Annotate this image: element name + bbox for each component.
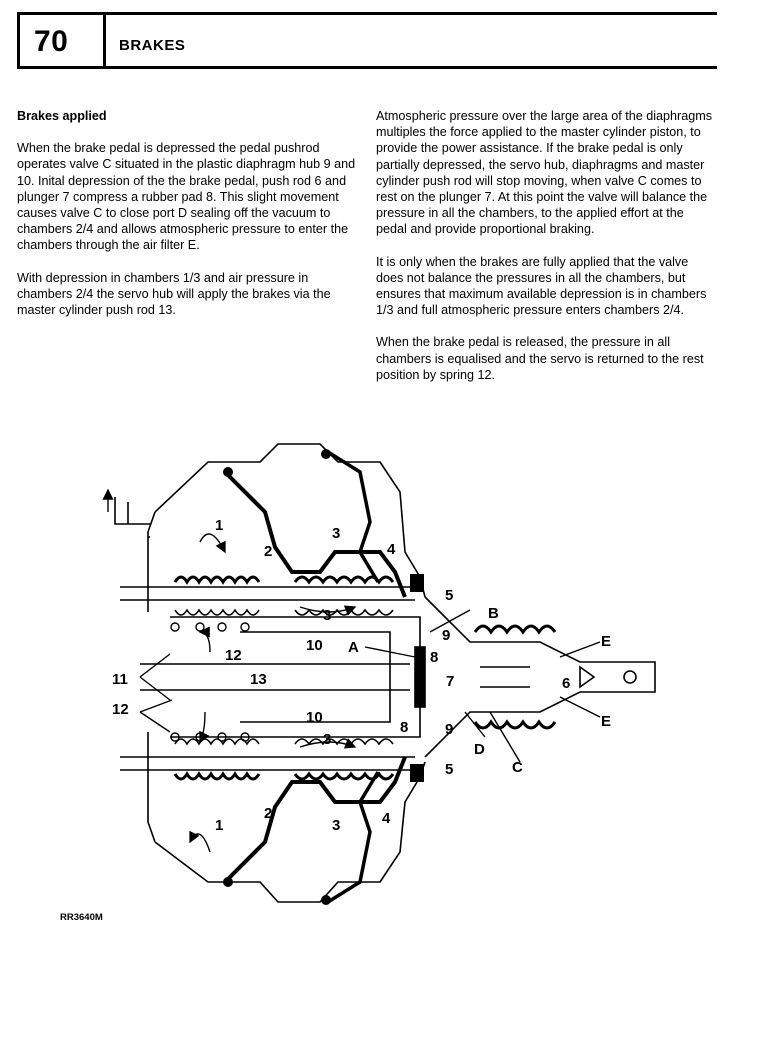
label-C: C <box>512 759 523 776</box>
label-5: 5 <box>445 587 454 604</box>
diagram-labels <box>112 517 611 834</box>
label-6: 6 <box>562 675 571 692</box>
label-4: 4 <box>387 541 396 558</box>
label-12: 12 <box>112 701 129 718</box>
ports <box>171 623 249 741</box>
label-11: 11 <box>112 671 128 688</box>
left-column <box>17 108 362 334</box>
label-E: E <box>601 713 612 730</box>
flow-arrows <box>108 490 600 852</box>
label-10: 10 <box>306 709 323 726</box>
label-5: 5 <box>445 761 454 778</box>
label-D: D <box>474 741 485 758</box>
label-E: E <box>601 633 612 650</box>
label-12: 12 <box>225 647 242 664</box>
label-9: 9 <box>445 721 454 738</box>
label-8: 8 <box>430 649 439 666</box>
label-7: 7 <box>446 673 455 690</box>
paragraph: Atmospheric pressure over the large area of the diaphragms multiples the force applied to the master cylinder piston, to provide the power assistance. If the brake pedal is only partially depressed, the servo hub, diaphragms and master cylinder push rod will stop moving, when valve C comes to rest on the plunger 7. At this point the valve will balance the pressure in all the chambers, to the applied effort at the pedal and provide proportional braking. <box>376 109 713 237</box>
label-A: A <box>348 639 359 656</box>
label-3: 3 <box>332 817 341 834</box>
paragraph: When the brake pedal is depressed the pedal pushrod operates valve C situated in the plastic diaphragm hub 9 and 10. Inital depression of the the brake pedal, push rod 6 and plunger 7 compress a rubber pad 8. This slight movement causes valve C to close port D sealing off the vacuum to chambers 2/4 and allows atmospheric pressure to enter the chambers through the air filter E. <box>17 141 356 253</box>
label-4: 4 <box>382 810 391 827</box>
label-13: 13 <box>250 671 267 688</box>
label-1: 1 <box>215 517 224 534</box>
brake-servo-diagram <box>60 432 680 922</box>
label-3: 3 <box>332 525 341 542</box>
paragraph: When the brake pedal is released, the pressure in all chambers is equalised and the servo is returned to the rest position by spring 12. <box>376 335 704 382</box>
section-title: BRAKES <box>119 37 186 54</box>
header-divider <box>103 15 106 66</box>
paragraph: It is only when the brakes are fully applied that the valve does not balance the pressures in all the chambers, but ensures that maximum available depression is in chambers 1/3 and full atmospheric pressure enters chambers 2/4. <box>376 254 707 318</box>
subheading: Brakes applied <box>17 109 107 123</box>
label-2: 2 <box>264 805 273 822</box>
label-1: 1 <box>215 817 224 834</box>
label-3: 3 <box>323 607 332 624</box>
label-B: B <box>488 605 499 622</box>
label-8: 8 <box>400 719 409 736</box>
right-column <box>376 108 716 399</box>
section-header <box>17 12 717 69</box>
label-9: 9 <box>442 627 451 644</box>
paragraph: With depression in chambers 1/3 and air pressure in chambers 2/4 the servo hub will apply the brakes via the master cylinder push rod 13. <box>17 270 331 318</box>
label-2: 2 <box>264 543 273 560</box>
label-10: 10 <box>306 637 323 654</box>
label-3: 3 <box>323 731 332 748</box>
figure-reference: RR3640M <box>60 912 103 923</box>
section-number: 70 <box>34 25 69 58</box>
servo-housing <box>115 444 655 902</box>
